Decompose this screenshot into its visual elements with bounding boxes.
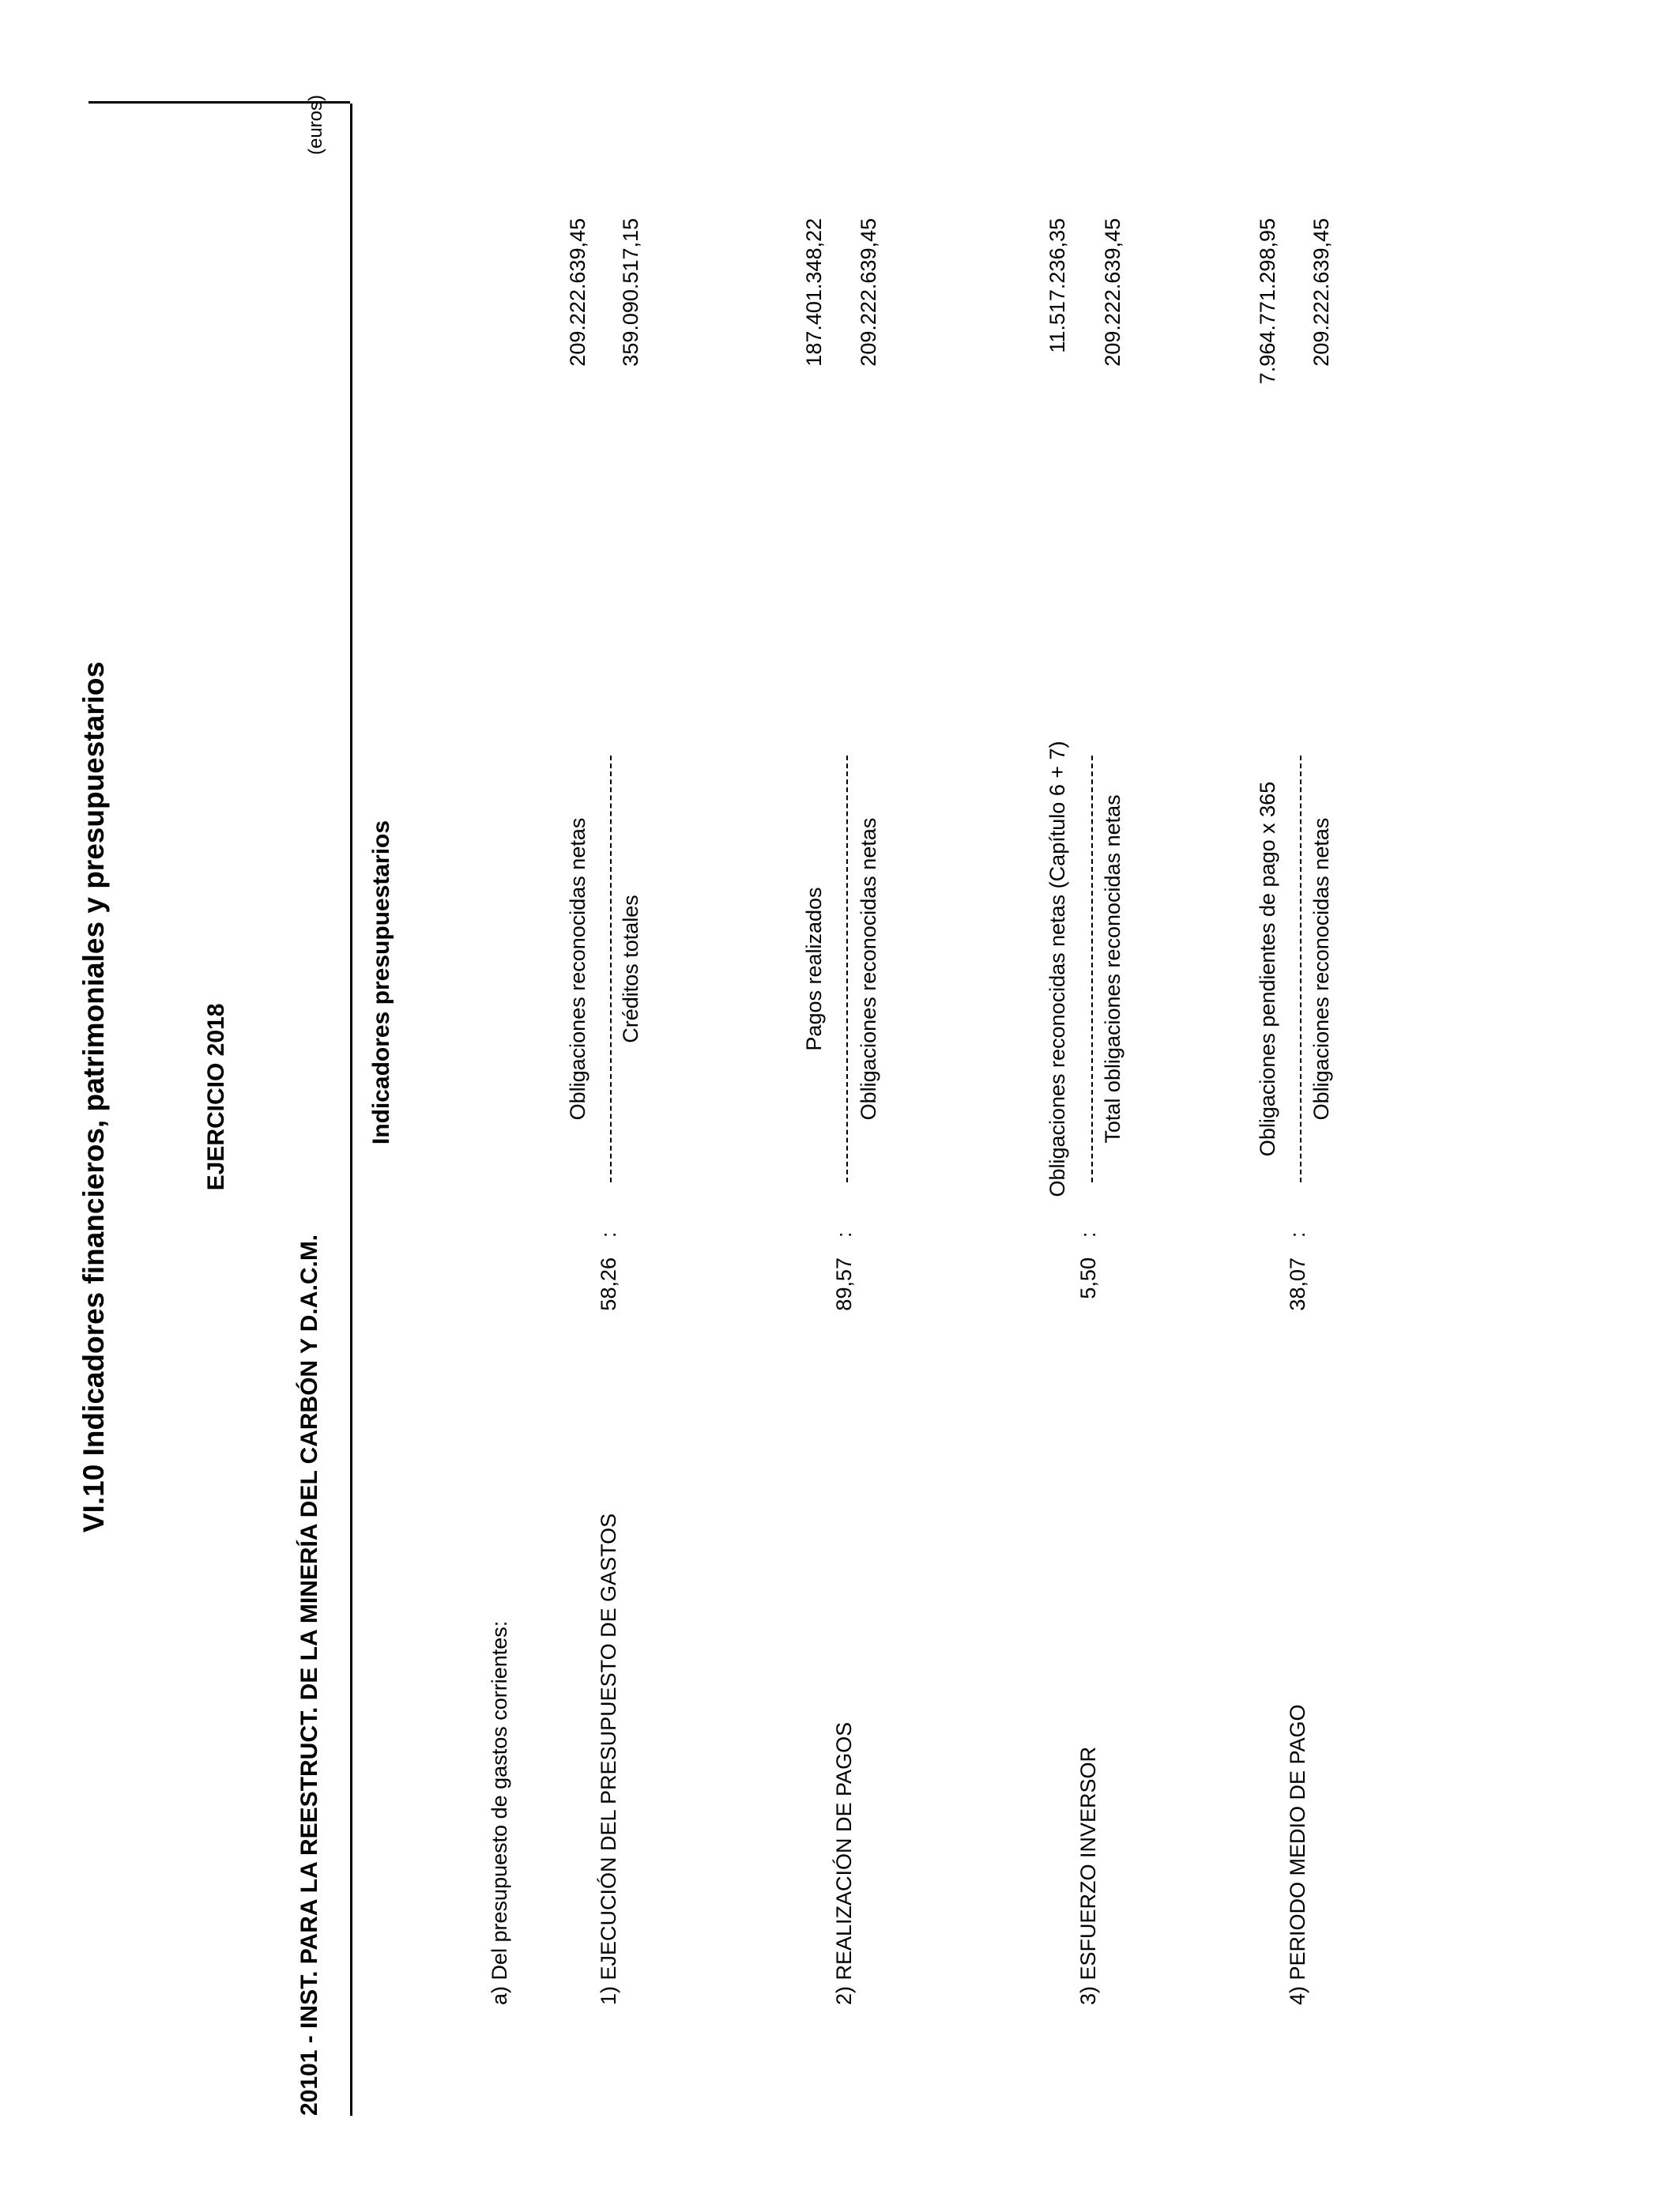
header-rule: [350, 104, 352, 2116]
section-title: Indicadores presupuestarios: [368, 820, 394, 1145]
indicator-value: 58,26: [597, 1257, 620, 1311]
indicator-value: 5,50: [1076, 1257, 1100, 1299]
fiscal-year: EJERCICIO 2018: [203, 1003, 229, 1191]
fraction-line: [1091, 756, 1093, 1182]
fraction-line: [610, 756, 612, 1182]
page-title: VI.10 Indicadores financieros, patrimoniales y presupuestarios: [77, 661, 110, 1533]
subsection-title: a) Del presupuesto de gastos corrientes:: [488, 1620, 511, 2005]
separator: :: [1076, 1231, 1100, 1238]
denominator-value: 209.222.639,45: [1309, 218, 1333, 367]
numerator-label: Pagos realizados: [802, 887, 826, 1051]
indicator-label: 4) PERIODO MEDIO DE PAGO: [1286, 1704, 1309, 2005]
fraction-line: [1300, 756, 1301, 1182]
indicator-value: 89,57: [832, 1257, 856, 1311]
numerator-value: 209.222.639,45: [566, 218, 590, 367]
numerator-label: Obligaciones reconocidas netas (Capítulo 6 + 7): [1045, 741, 1069, 1197]
numerator-value: 11.517.236,35: [1045, 218, 1069, 353]
fraction-line: [846, 756, 848, 1182]
denominator-label: Total obligaciones reconocidas netas: [1101, 794, 1124, 1144]
side-rule: [89, 101, 350, 104]
denominator-label: Créditos totales: [619, 895, 642, 1043]
denominator-label: Obligaciones reconocidas netas: [1309, 817, 1333, 1121]
denominator-label: Obligaciones reconocidas netas: [857, 817, 880, 1121]
units-label: (euros): [305, 94, 326, 155]
indicator-label: 1) EJECUCIÓN DEL PRESUPUESTO DE GASTOS: [597, 1513, 620, 2005]
denominator-value: 209.222.639,45: [1101, 218, 1124, 367]
denominator-value: 209.222.639,45: [857, 218, 880, 367]
separator: :: [832, 1231, 856, 1238]
indicator-label: 2) REALIZACIÓN DE PAGOS: [832, 1721, 856, 2005]
indicator-label: 3) ESFUERZO INVERSOR: [1076, 1746, 1100, 2005]
denominator-value: 359.090.517,15: [619, 218, 642, 367]
separator: :: [597, 1231, 620, 1238]
indicator-value: 38,07: [1286, 1257, 1309, 1311]
entity-name: 20101 - INST. PARA LA REESTRUCT. DE LA MINERÍA DEL CARBÓN Y D.A.C.M.: [296, 1234, 322, 2116]
separator: :: [1286, 1231, 1309, 1238]
numerator-label: Obligaciones reconocidas netas: [566, 817, 590, 1121]
numerator-value: 187.401.348,22: [802, 218, 826, 367]
numerator-label: Obligaciones pendientes de pago x 365: [1256, 781, 1279, 1157]
numerator-value: 7.964.771.298,95: [1256, 218, 1279, 385]
